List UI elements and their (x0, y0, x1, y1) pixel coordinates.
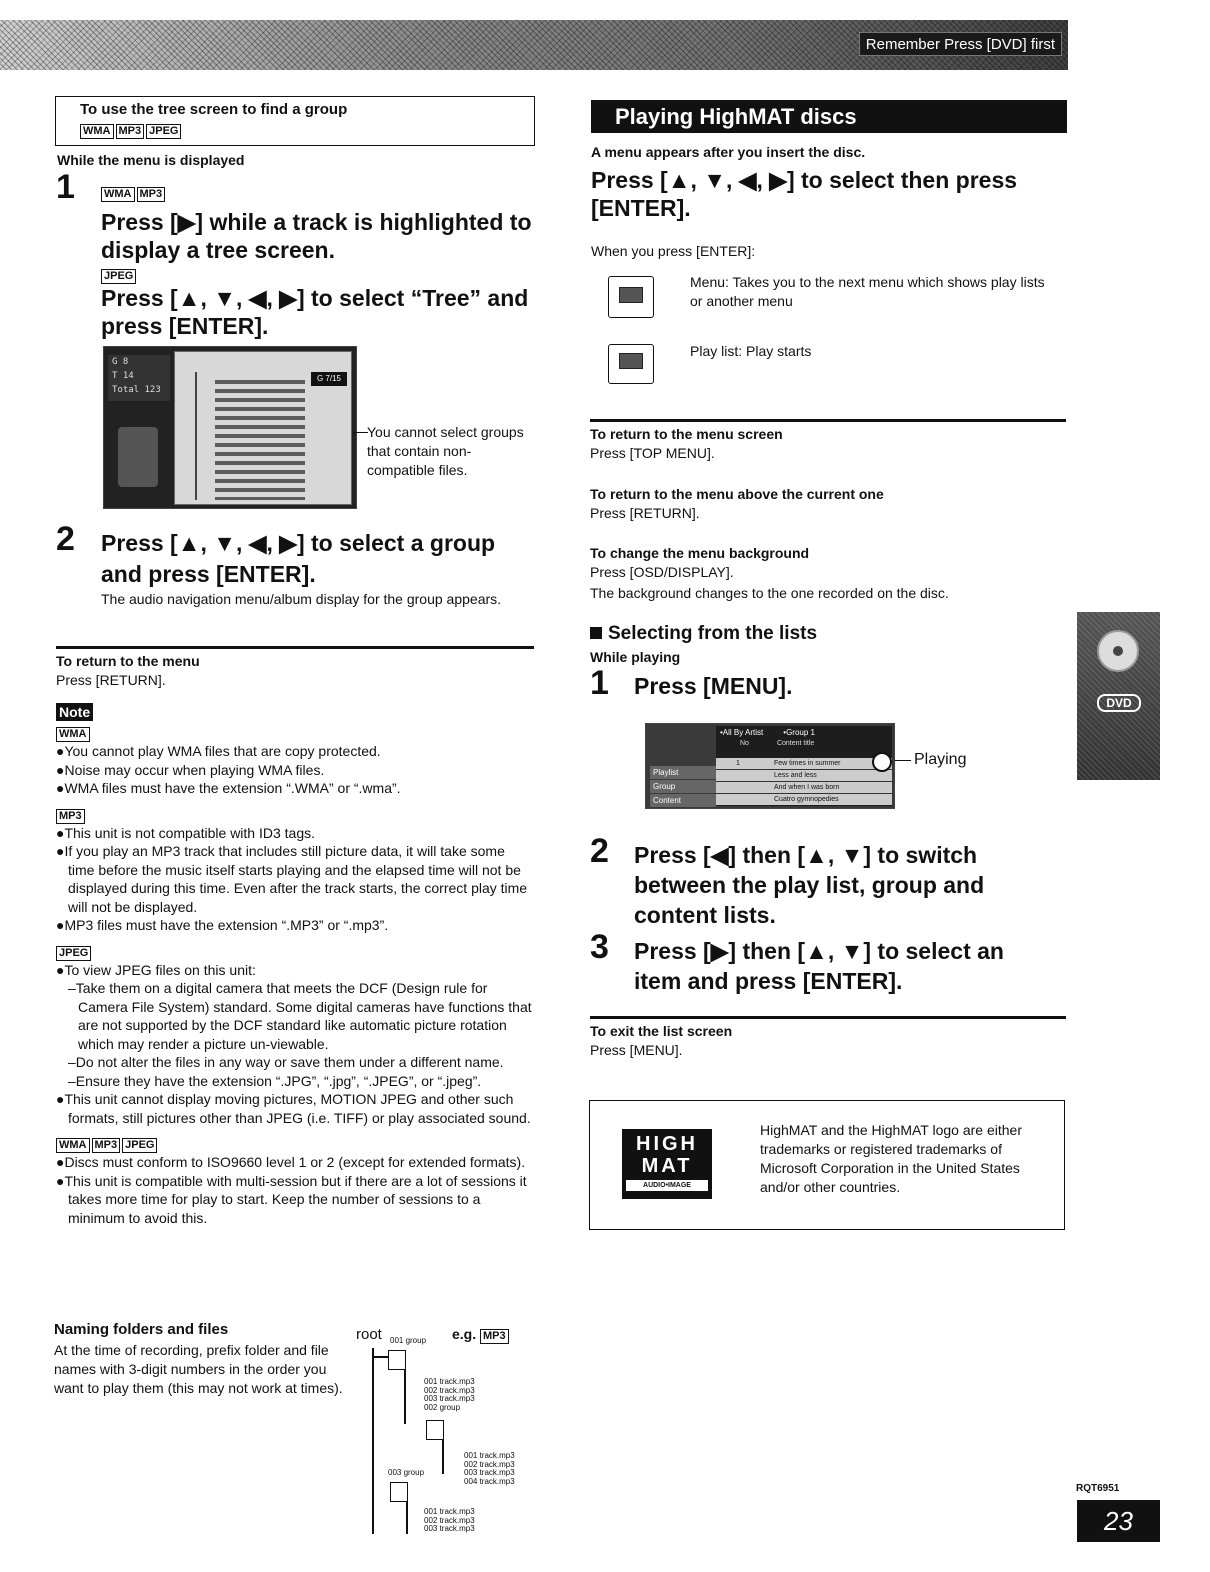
format-tag: MP3 (56, 809, 85, 824)
dvd-side-tab (1077, 612, 1160, 780)
tree-line (442, 1440, 444, 1474)
menu-icon-screen (619, 287, 643, 303)
step-number: 1 (56, 168, 75, 206)
group-label: 002 group (424, 1402, 461, 1412)
note-subitem: –Do not alter the files in any way or save them under a different name. (68, 1054, 504, 1070)
folder-tree-diagram (350, 1322, 540, 1542)
file-label: 002 track.mp3 (424, 1385, 475, 1395)
row-title: And when I was born (774, 784, 840, 791)
list-row (716, 758, 892, 770)
play-indicator-icon (872, 752, 892, 772)
group-label: 001 group (390, 1336, 427, 1345)
background-text2: The background changes to the one recorded on the disc. (590, 585, 949, 601)
note-label: Note (56, 703, 93, 721)
callout-line (895, 760, 911, 761)
tree-list (215, 380, 305, 500)
step2-switch-heading: Press [◀] then [▲, ▼] to switch between the play list, group and content lists. (634, 842, 985, 928)
file-label: 001 track.mp3 (424, 1507, 475, 1516)
note-item: ●WMA files must have the extension “.WMA” or “.wma”. (56, 780, 401, 796)
remote-icon (118, 427, 158, 487)
file-label: 003 track.mp3 (424, 1394, 475, 1403)
dvd-label: DVD (1097, 694, 1141, 712)
note-item: ●This unit is compatible with multi-session but if there are a lot of sessions it takes more time for play to start. Keep the number of sessions to a minimum to avoid this. (56, 1172, 527, 1226)
playlist-icon-screen (619, 353, 643, 369)
eg-label (452, 1326, 511, 1344)
step-number: 1 (590, 664, 609, 702)
group-label: 003 group (388, 1468, 425, 1477)
select-heading: Press [▲, ▼, ◀, ▶] to select then press [ENTER]. (591, 167, 1018, 221)
file-label: 001 track.mp3 (464, 1451, 515, 1460)
logo-line: MAT (641, 1155, 693, 1177)
logo-line: HIGH (636, 1133, 698, 1155)
file-label: 003 track.mp3 (424, 1524, 475, 1533)
tree-count: Total 123 (112, 385, 161, 395)
list-screen-image (645, 723, 895, 809)
row-no (716, 794, 752, 805)
step2-desc: The audio navigation menu/album display for the group appears. (101, 591, 502, 607)
format-tag: MP3 (137, 187, 166, 202)
square-bullet-icon (590, 627, 602, 639)
format-tag: WMA (101, 187, 135, 202)
format-tag: JPEG (122, 1138, 157, 1153)
tree-line (372, 1356, 388, 1358)
divider (590, 1016, 1066, 1019)
root-label: root (356, 1326, 382, 1343)
format-tag: WMA (56, 727, 90, 742)
while-menu-label: While the menu is displayed (57, 152, 245, 168)
format-tag: JPEG (146, 124, 181, 139)
playlist-icon (608, 344, 654, 384)
row-no (716, 782, 752, 793)
tree-line (404, 1370, 406, 1424)
page-number: 23 (1077, 1500, 1160, 1542)
menu-desc: Menu: Takes you to the next menu which shows play lists or another menu (690, 274, 1045, 309)
tree-screen-image (103, 346, 357, 509)
when-enter-text: When you press [ENTER]: (591, 243, 756, 259)
tree-caption: You cannot select groups that contain non-compatible files. (367, 424, 524, 478)
trademark-text: HighMAT and the HighMAT logo are either trademarks or registered trademarks of Microsoft Corporation in the United States and/or other countries. (760, 1122, 1022, 1195)
disc-icon (1097, 630, 1139, 672)
row-title: Cuatro gymnopedies (774, 796, 839, 803)
background-text: Press [OSD/DISPLAY]. (590, 564, 734, 580)
format-tag: MP3 (92, 1138, 121, 1153)
divider (590, 419, 1066, 422)
note-subitem: –Take them on a digital camera that meets the DCF (Design rule for Camera File System) standard. Some digital cameras have functions that are not supported by the DCF standard like automatic picture rotation which may render a picture un-viewable. (68, 980, 532, 1052)
background-title: To change the menu background (590, 545, 810, 561)
tree-box-title: To use the tree screen to find a group (80, 101, 348, 118)
callout-line (354, 432, 368, 433)
while-playing-label: While playing (590, 649, 681, 665)
notes-section (56, 724, 534, 1227)
intro-text: A menu appears after you insert the disc. (591, 144, 866, 160)
return-above-text: Press [RETURN]. (590, 505, 700, 521)
file-label: 001 track.mp3 (424, 1377, 475, 1386)
highmat-logo (622, 1129, 712, 1199)
selecting-heading (590, 623, 817, 645)
step1-heading: Press [▶] while a track is highlighted to display a tree screen. (101, 209, 532, 263)
file-label: 002 track.mp3 (424, 1515, 475, 1525)
row-title: Less and less (774, 772, 817, 779)
step-number: 3 (590, 928, 609, 966)
tree-panel (174, 351, 352, 505)
trademark-box (589, 1100, 1065, 1230)
step-number: 2 (56, 520, 75, 558)
eg-text: e.g. (452, 1326, 477, 1342)
header-title: Remember Press [DVD] first (859, 32, 1062, 56)
side-tab: Group (650, 780, 716, 793)
section-banner: Playing HighMAT discs (591, 100, 1067, 133)
note-item: ●This unit is not compatible with ID3 tags. (56, 824, 316, 841)
playlist-desc: Play list: Play starts (690, 343, 812, 359)
row-title: Few times in summer (774, 760, 841, 767)
playing-label: Playing (914, 751, 967, 768)
folder-icon (390, 1482, 408, 1502)
file-label: 002 track.mp3 (464, 1459, 515, 1469)
format-tag: MP3 (480, 1329, 509, 1344)
doc-code: RQT6951 (1076, 1483, 1120, 1494)
side-tab: Playlist (650, 766, 716, 779)
row-no (716, 770, 752, 781)
return-menu-title: To return to the menu screen (590, 426, 783, 442)
note-item: ●Discs must conform to ISO9660 level 1 or 2 (except for extended formats). (56, 1154, 526, 1170)
tree-line (406, 1502, 408, 1534)
file-label: 003 track.mp3 (464, 1468, 515, 1477)
list-header: •All By Artist (720, 728, 764, 737)
list-row (716, 782, 892, 794)
return-title: To return to the menu (56, 653, 200, 669)
step-number: 2 (590, 832, 609, 870)
note-item: ●This unit cannot display moving pictures, MOTION JPEG and other such formats, still pictures other than JPEG (i.e. TIFF) or play associated sound. (56, 1091, 531, 1126)
tree-line (195, 372, 197, 500)
divider (56, 646, 534, 649)
list-row (716, 794, 892, 805)
exit-title: To exit the list screen (590, 1023, 733, 1039)
step2-heading: Press [▲, ▼, ◀, ▶] to select a group and press [ENTER]. (101, 530, 496, 587)
tree-count: G 8 (112, 357, 129, 367)
step3-select-heading: Press [▶] then [▲, ▼] to select an item and press [ENTER]. (634, 938, 1004, 994)
file-label: 004 track.mp3 (464, 1476, 515, 1486)
selecting-title: Selecting from the lists (608, 623, 818, 644)
tree-count: T 14 (112, 371, 134, 381)
menu-icon (608, 276, 654, 318)
return-menu-text: Press [TOP MENU]. (590, 445, 715, 461)
step1-jpeg-heading: Press [▲, ▼, ◀, ▶] to select “Tree” and press [ENTER]. (101, 285, 529, 339)
disc-hole (1113, 646, 1123, 656)
naming-title: Naming folders and files (54, 1321, 229, 1338)
tree-screen-box (55, 96, 535, 146)
return-text: Press [RETURN]. (56, 672, 166, 688)
format-tag: JPEG (101, 269, 136, 284)
naming-text: At the time of recording, prefix folder and file names with 3-digit numbers in the order you want to play them (this may not work at times). (54, 1342, 343, 1396)
format-tag: WMA (80, 124, 114, 139)
folder-icon (426, 1420, 444, 1440)
note-item: ●To view JPEG files on this unit: (56, 961, 256, 978)
side-tab: Content (650, 794, 716, 807)
press-menu-heading: Press [MENU]. (634, 673, 793, 699)
note-item: ●If you play an MP3 track that includes still picture data, it will take some time before the music itself starts playing and the elapsed time will not be displayed during this time. Even after the track starts, the correct play time will not be displayed. (56, 843, 528, 915)
note-item: ●MP3 files must have the extension “.MP3” or “.mp3”. (56, 917, 389, 933)
note-item: ●Noise may occur when playing WMA files. (56, 761, 325, 778)
note-subitem: –Ensure they have the extension “.JPG”, “.jpg”, “.JPEG”, or “.jpeg”. (68, 1072, 482, 1089)
list-row (716, 770, 892, 782)
header-band (0, 20, 1068, 70)
tree-line (372, 1348, 374, 1534)
list-header: •Group 1 (783, 728, 815, 737)
format-tag: MP3 (116, 124, 145, 139)
group-badge: G 7/15 (311, 372, 347, 386)
logo-line: AUDIO•IMAGE (626, 1180, 708, 1191)
folder-icon (388, 1350, 406, 1370)
list-col: No (740, 740, 749, 747)
note-item: ●You cannot play WMA files that are copy protected. (56, 743, 381, 759)
exit-text: Press [MENU]. (590, 1042, 683, 1058)
format-tag: JPEG (56, 946, 91, 961)
format-tag: WMA (56, 1138, 90, 1153)
list-col: Content title (776, 740, 815, 747)
return-above-title: To return to the menu above the current one (590, 486, 884, 502)
row-no: 1 (736, 760, 740, 767)
